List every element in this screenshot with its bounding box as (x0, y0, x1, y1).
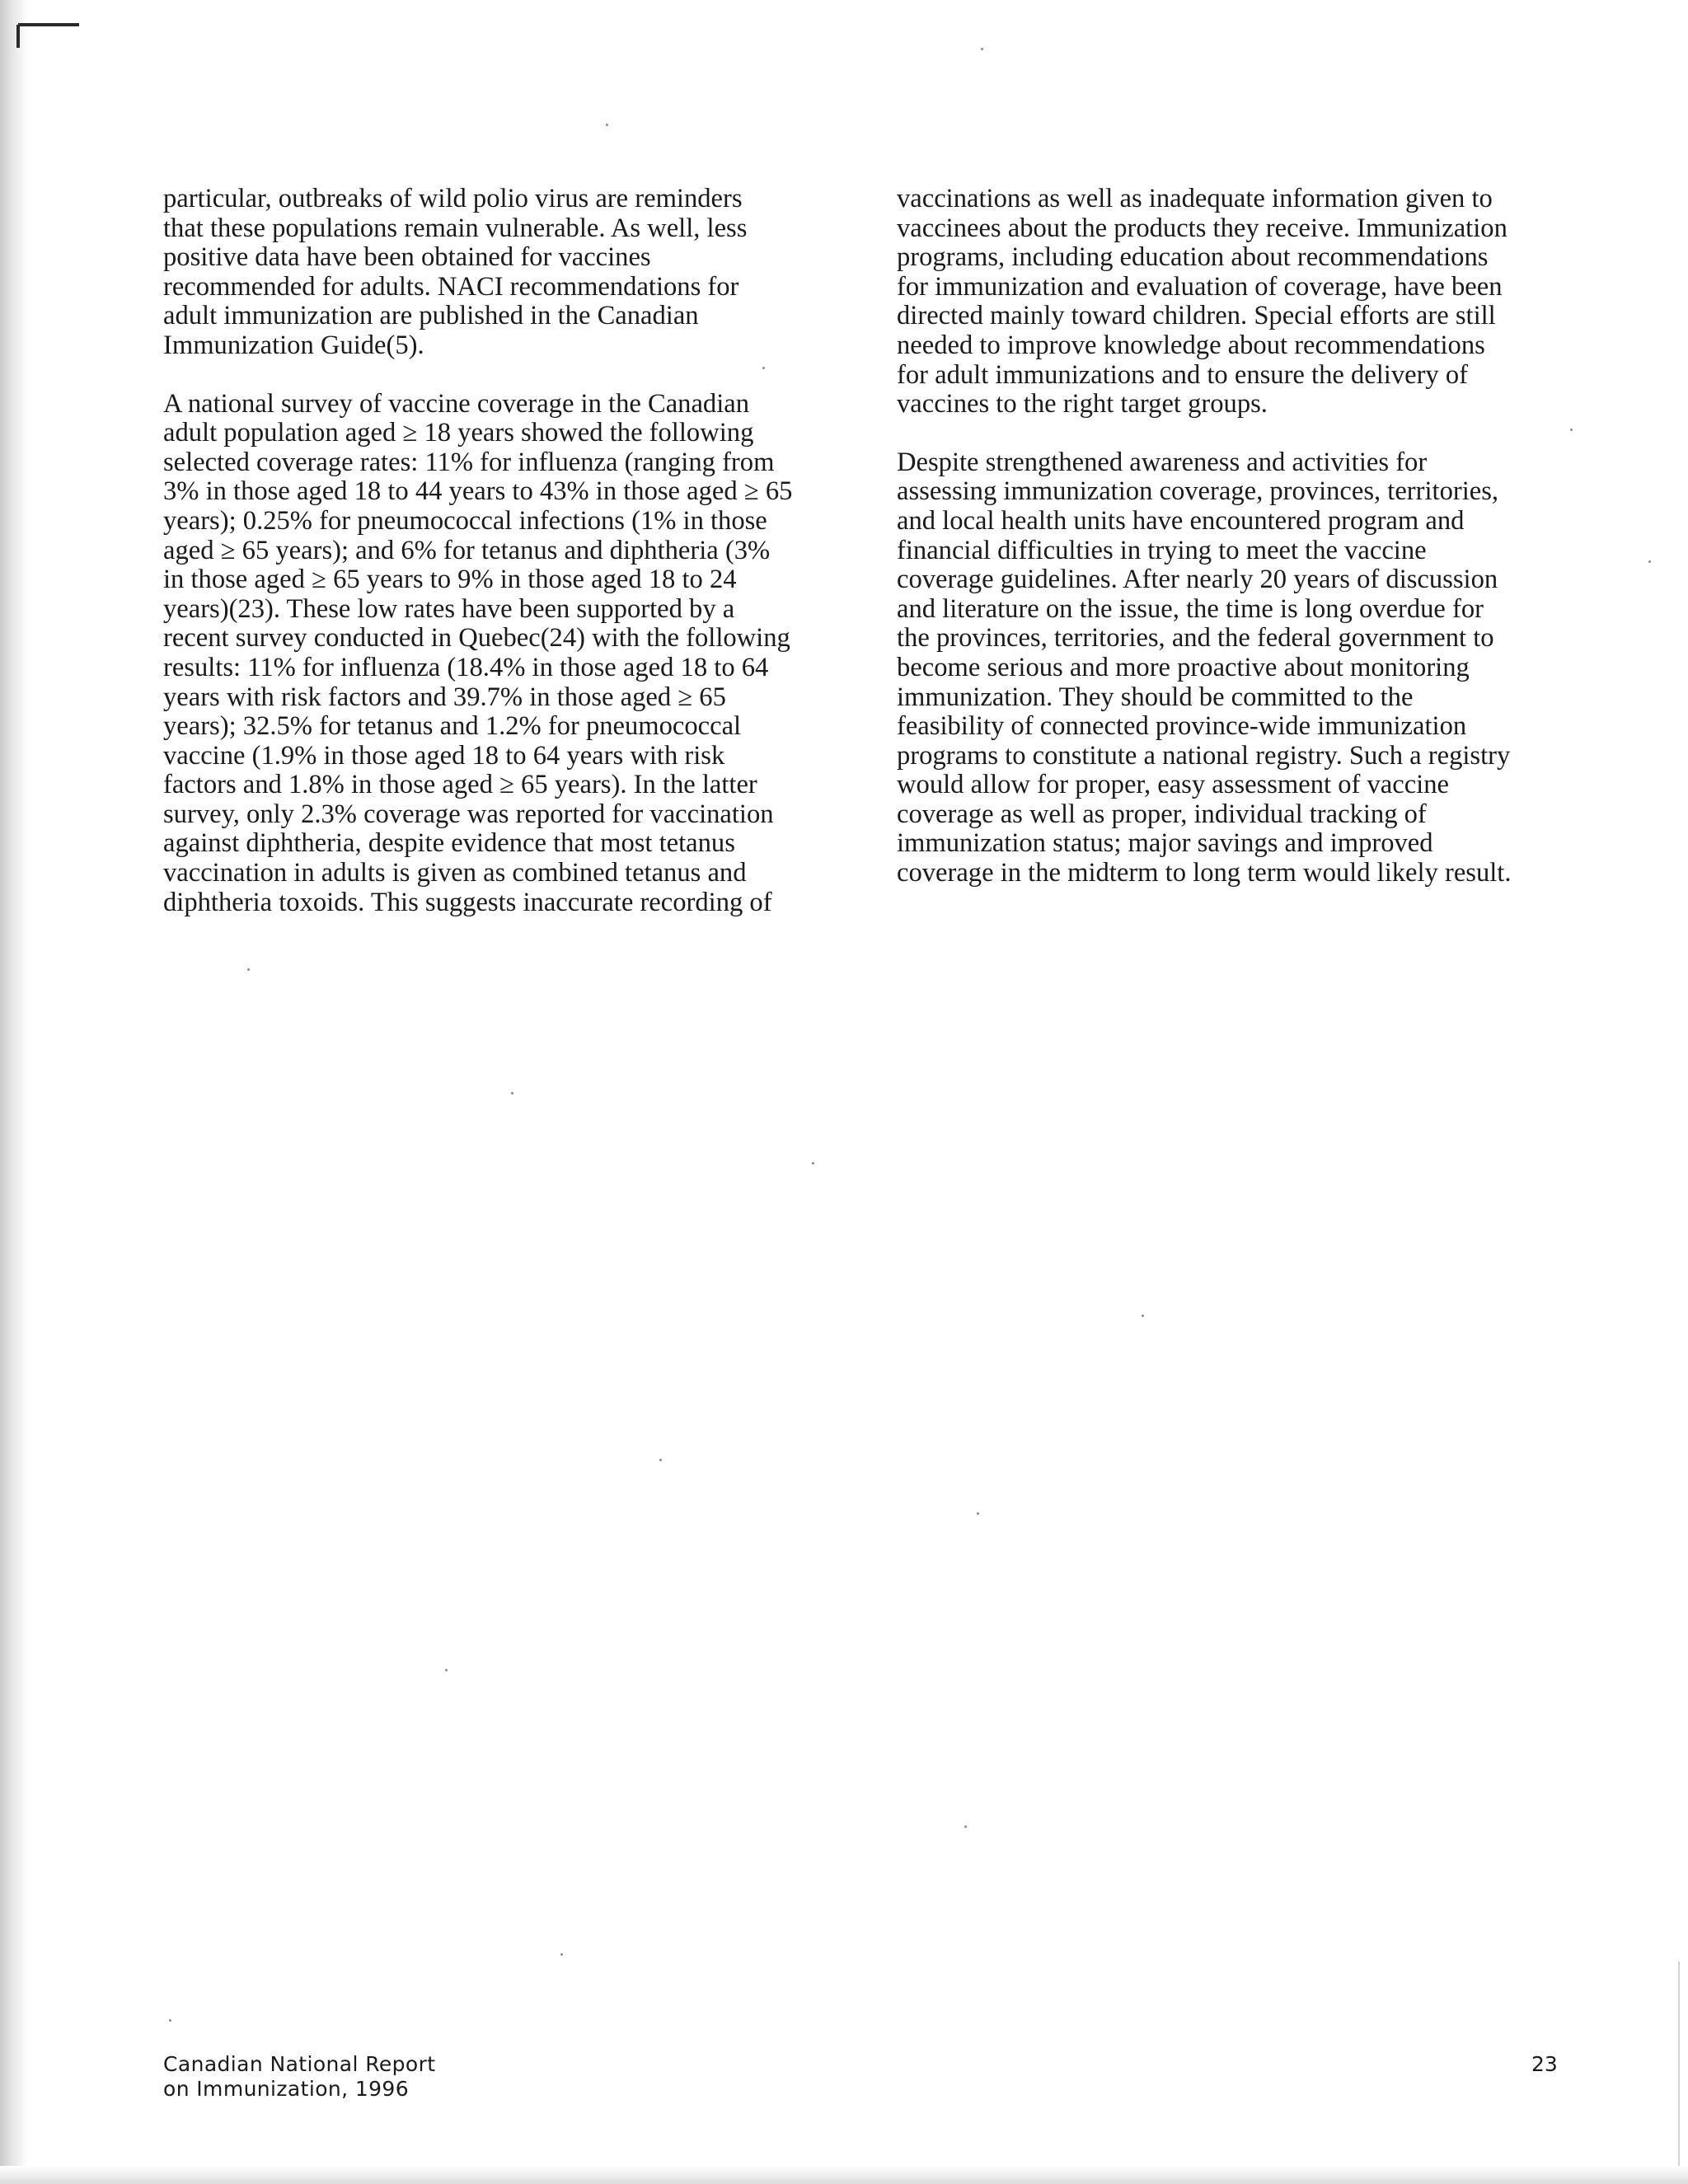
text-line: in those aged ≥ 65 years to 9% in those aged 18 to 24 (163, 565, 737, 595)
text-line: 3% in those aged 18 to 44 years to 43% in those aged ≥ 65 (163, 476, 793, 507)
scan-speck (1570, 429, 1573, 431)
text-line: recent survey conducted in Quebec(24) with the following (163, 623, 790, 654)
text-line: years with risk factors and 39.7% in those aged ≥ 65 (163, 682, 726, 712)
text-line: directed mainly toward children. Special efforts are still (897, 301, 1496, 331)
text-line: vaccinations as well as inadequate information given to (897, 184, 1493, 213)
scan-speck (762, 367, 765, 369)
scan-speck (1142, 1315, 1144, 1317)
text-line: coverage as well as proper, individual tracking of (897, 799, 1427, 829)
text-line: years); 0.25% for pneumococcal infections (1% in those (163, 505, 767, 536)
text-line: that these populations remain vulnerable. As well, less (163, 213, 748, 243)
text-line: adult population aged ≥ 18 years showed the following (163, 418, 754, 448)
text-line: years); 32.5% for tetanus and 1.2% for pneumococcal (163, 711, 742, 742)
scan-edge-right (1678, 1961, 1680, 2176)
text-line: A national survey of vaccine coverage in the Canadian (163, 388, 750, 419)
scan-speck (977, 1512, 979, 1515)
left-column (163, 185, 823, 946)
scan-speck (981, 48, 983, 50)
text-line: for immunization and evaluation of coverage, have been (897, 271, 1503, 302)
text-line: factors and 1.8% in those aged ≥ 65 years). In the latter (163, 770, 757, 800)
footer-line: Canadian National Report (163, 2052, 436, 2076)
text-line: vaccinees about the products they receive. Immunization (897, 213, 1507, 243)
scan-speck (659, 1459, 662, 1461)
text-line: results: 11% for influenza (18.4% in those aged 18 to 64 (163, 652, 769, 682)
scan-speck (169, 2019, 171, 2022)
text-line: years)(23). These low rates have been supported by a (163, 593, 735, 624)
text-line: programs to constitute a national registry. Such a registry (897, 740, 1511, 771)
text-line: immunization. They should be committed to the (897, 682, 1414, 712)
text-line: needed to improve knowledge about recommendations (897, 330, 1485, 360)
text-line: positive data have been obtained for vaccines (163, 242, 651, 273)
footer-publication-title (163, 2052, 435, 2102)
text-line: adult immunization are published in the Canadian (163, 301, 699, 331)
text-line: aged ≥ 65 years); and 6% for tetanus and diphtheria (3% (163, 535, 771, 565)
text-line: vaccine (1.9% in those aged 18 to 64 years with risk (163, 740, 725, 771)
text-line: assessing immunization coverage, provinces, territories, (897, 476, 1499, 507)
text-line: particular, outbreaks of wild polio virus are reminders (163, 184, 743, 213)
paragraph-vaccinations (897, 185, 1564, 419)
scan-speck (560, 1953, 563, 1956)
text-line: survey, only 2.3% coverage was reported for vaccination (163, 799, 774, 829)
text-line: feasibility of connected province-wide immunization (897, 711, 1467, 742)
scan-shadow-bottom (0, 2166, 1688, 2184)
text-line: diphtheria toxoids. This suggests inaccurate recording of (163, 887, 772, 917)
text-line: coverage in the midterm to long term would likely result. (897, 858, 1512, 888)
text-line: become serious and more proactive about monitoring (897, 652, 1470, 682)
corner-crop-mark (0, 0, 82, 49)
text-line: selected coverage rates: 11% for influenza (ranging from (163, 447, 775, 477)
text-line: against diphtheria, despite evidence that most tetanus (163, 828, 735, 859)
text-line: vaccination in adults is given as combined tetanus and (163, 858, 747, 888)
scan-speck (606, 124, 608, 126)
text-line: would allow for proper, easy assessment of vaccine (897, 770, 1449, 800)
scan-speck (812, 1162, 814, 1165)
text-line: financial difficulties in trying to meet the vaccine (897, 535, 1427, 565)
paragraph-polio (163, 185, 823, 361)
scan-speck (445, 1669, 448, 1671)
scan-speck (247, 968, 250, 971)
text-line: coverage guidelines. After nearly 20 years of discussion (897, 565, 1498, 595)
text-line: for adult immunizations and to ensure the delivery of (897, 359, 1469, 390)
text-line: and local health units have encountered program and (897, 505, 1465, 536)
scan-speck (964, 1825, 967, 1828)
paragraph-national-survey (163, 390, 823, 918)
text-line: and literature on the issue, the time is long overdue for (897, 593, 1484, 624)
paragraph-registry (897, 448, 1564, 888)
page-number: 23 (1531, 2052, 1558, 2076)
scan-shadow-left (0, 0, 28, 2184)
text-line: programs, including education about recommendations (897, 242, 1489, 273)
text-line: vaccines to the right target groups. (897, 389, 1268, 419)
text-line: immunization status; major savings and improved (897, 828, 1433, 859)
scan-speck (1648, 560, 1651, 563)
text-line: Despite strengthened awareness and activities for (897, 447, 1428, 477)
text-line: recommended for adults. NACI recommendations for (163, 271, 739, 302)
scan-speck (511, 1092, 513, 1094)
right-column (897, 185, 1564, 917)
text-line: the provinces, territories, and the federal government to (897, 623, 1494, 654)
text-line: Immunization Guide(5). (163, 330, 424, 360)
footer-line: on Immunization, 1996 (163, 2077, 410, 2101)
